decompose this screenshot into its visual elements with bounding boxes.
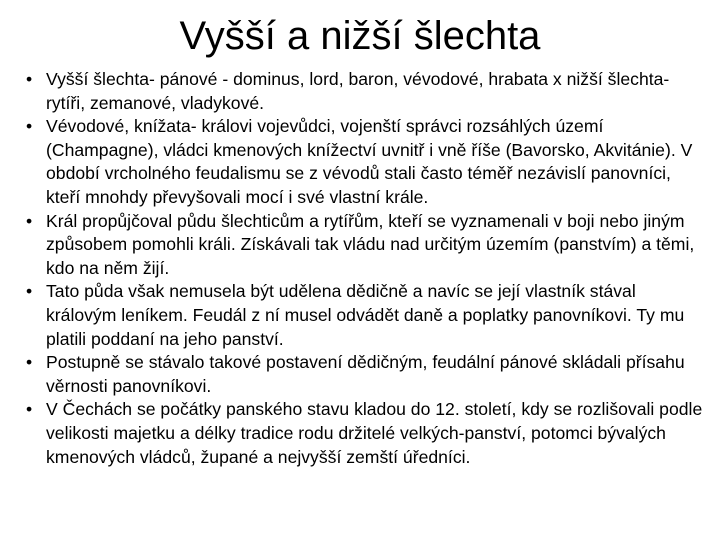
bullet-text: Postupně se stávalo takové postavení dědičným, feudální pánové skládali přísahu věrnosti panovníkovi. [46,352,685,396]
bullet-marker: • [26,352,33,373]
bullet-item [24,280,708,351]
bullet-text: Vyšší šlechta- pánové - dominus, lord, baron, vévodové, hrabata x nižší šlechta- rytíři, zemanové, vladykové. [46,69,670,113]
bullet-marker: • [26,281,33,302]
bullet-item [24,351,708,398]
bullet-text: Tato půda však nemusela být udělena dědičně a navíc se její vlastník stával královým leníkem. Feudál z ní musel odvádět daně a poplatky panovníkovi. Ty mu platili poddaní na jeho panství. [46,281,685,349]
bullet-marker: • [26,69,33,89]
bullet-marker: • [26,116,33,137]
bullet-item [24,68,708,115]
slide-title: Vyšší a nižší šlechta [179,14,541,58]
bullet-marker: • [26,399,33,420]
bullet-item [24,398,708,469]
bullet-text: Vévodové, knížata- královi vojevůdci, vojenští správci rozsáhlých území (Champagne), vládci kmenových knížectví uvnitř i vně říše (Bavorsko, Akvitánie). V období vrcholného feudalismu se z vévodů stali často téměř nezávislí panovníci, kteří mnohdy převyšovali mocí i své vlastní krále. [46,116,693,207]
bullet-text: V Čechách se počátky panského stavu kladou do 12. století, kdy se rozlišovali podle velikosti majetku a délky tradice rodu držitelé velkých-panství, potomci bývalých kmenových vládců, župané a nejvyšší zemští úředníci. [46,399,703,467]
bullet-text: Král propůjčoval půdu šlechticům a rytířům, kteří se vyznamenali v boji nebo jiným způsobem pomohli králi. Získávali tak vládu nad určitým územím (panstvím) a těmi, kdo na něm žijí. [46,210,695,278]
bullet-item [24,115,708,209]
bullet-item [24,210,708,281]
bullet-list [24,68,708,469]
bullet-marker: • [26,210,33,231]
